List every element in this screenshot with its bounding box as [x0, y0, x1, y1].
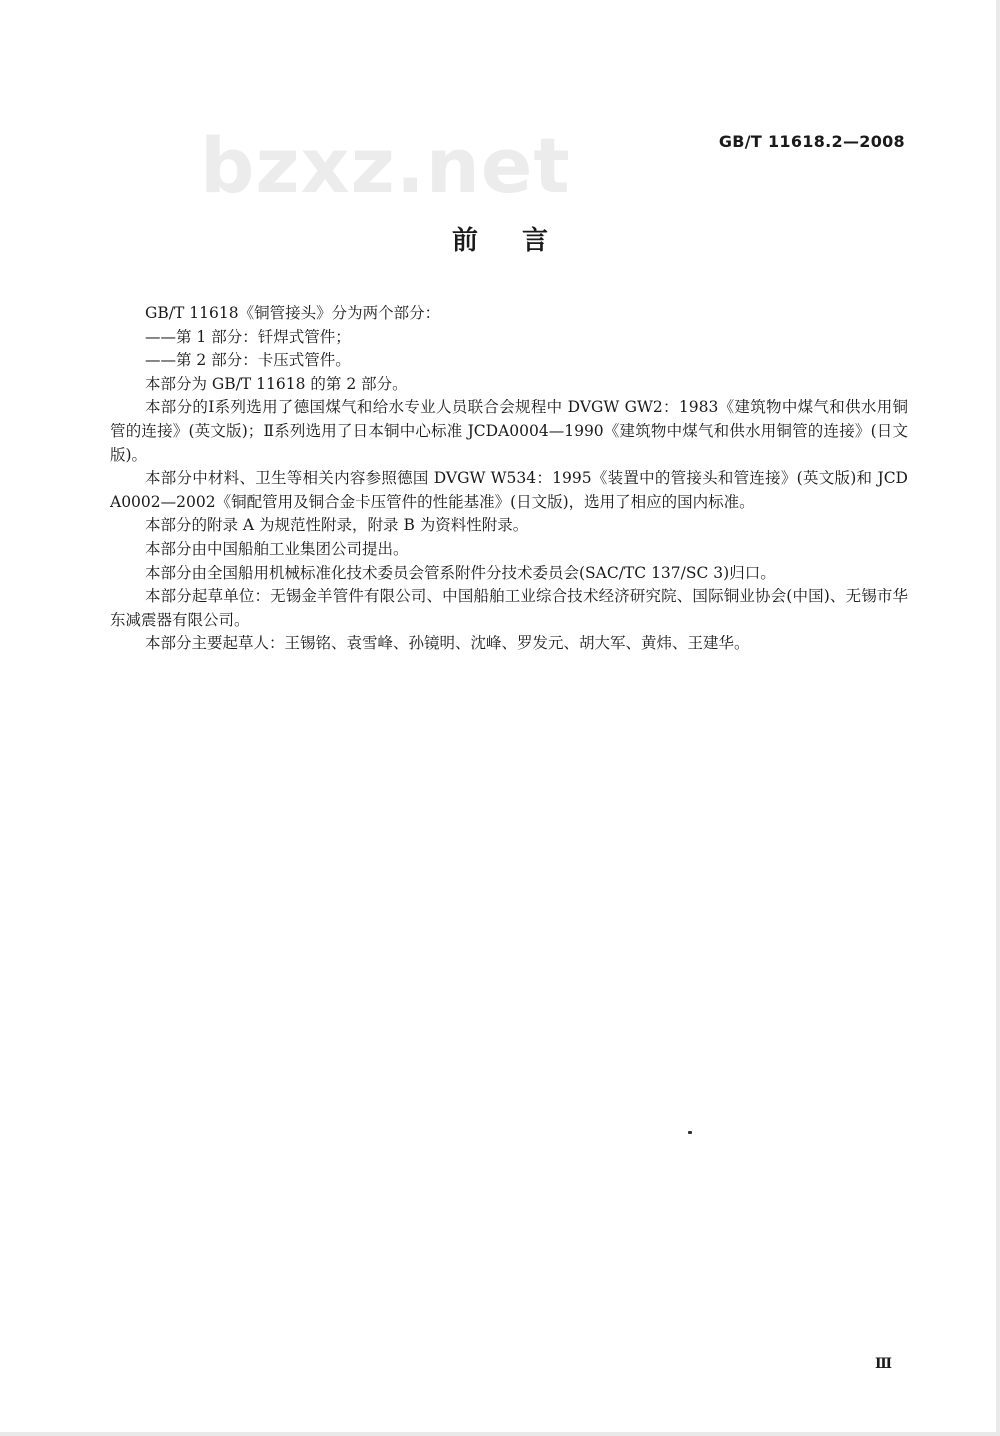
foreword-body — [110, 302, 908, 656]
paragraph: 本部分由中国船舶工业集团公司提出。 — [145, 539, 409, 558]
paragraph: 本部分由全国船用机械标准化技术委员会管系附件分技术委员会(SAC/TC 137/SC 3)归口。 — [145, 563, 776, 582]
paragraph: 本部分中材料、卫生等相关内容参照德国 DVGW W534：1995《装置中的管接头和管连接》(英文版)和 JCDA0002—2002《铜配管用及铜合金卡压管件的性能基准》(日文版)，选用了相应的国内标准。 — [110, 469, 908, 511]
watermark: bzxz.net — [200, 121, 571, 210]
standard-number: GB/T 11618.2—2008 — [718, 132, 905, 151]
paragraph: 本部分主要起草人：王锡铭、袁雪峰、孙镜明、沈峰、罗发元、胡大军、黄炜、王建华。 — [145, 634, 750, 653]
paragraph: 本部分的Ⅰ系列选用了德国煤气和给水专业人员联合会规程中 DVGW GW2：1983《建筑物中煤气和供水用铜管的连接》(英文版)；Ⅱ系列选用了日本铜中心标准 JCDA0004—1990《建筑物中煤气和供水用铜管的连接》(日文版)。 — [110, 398, 908, 464]
paragraph: GB/T 11618《铜管接头》分为两个部分： — [145, 304, 441, 322]
page-number: Ⅲ — [874, 1356, 892, 1372]
paragraph: 本部分起草单位：无锡金羊管件有限公司、中国船舶工业综合技术经济研究院、国际铜业协会(中国)、无锡市华东减震器有限公司。 — [110, 587, 908, 629]
paragraph: 本部分为 GB/T 11618 的第 2 部分。 — [145, 374, 408, 393]
page-title: 前言 — [451, 226, 592, 256]
paragraph: ——第 2 部分：卡压式管件。 — [145, 351, 351, 370]
scan-speck — [688, 1131, 692, 1134]
paragraph: 本部分的附录 A 为规范性附录，附录 B 为资料性附录。 — [145, 516, 529, 535]
paragraph: ——第 1 部分：钎焊式管件； — [145, 327, 351, 346]
